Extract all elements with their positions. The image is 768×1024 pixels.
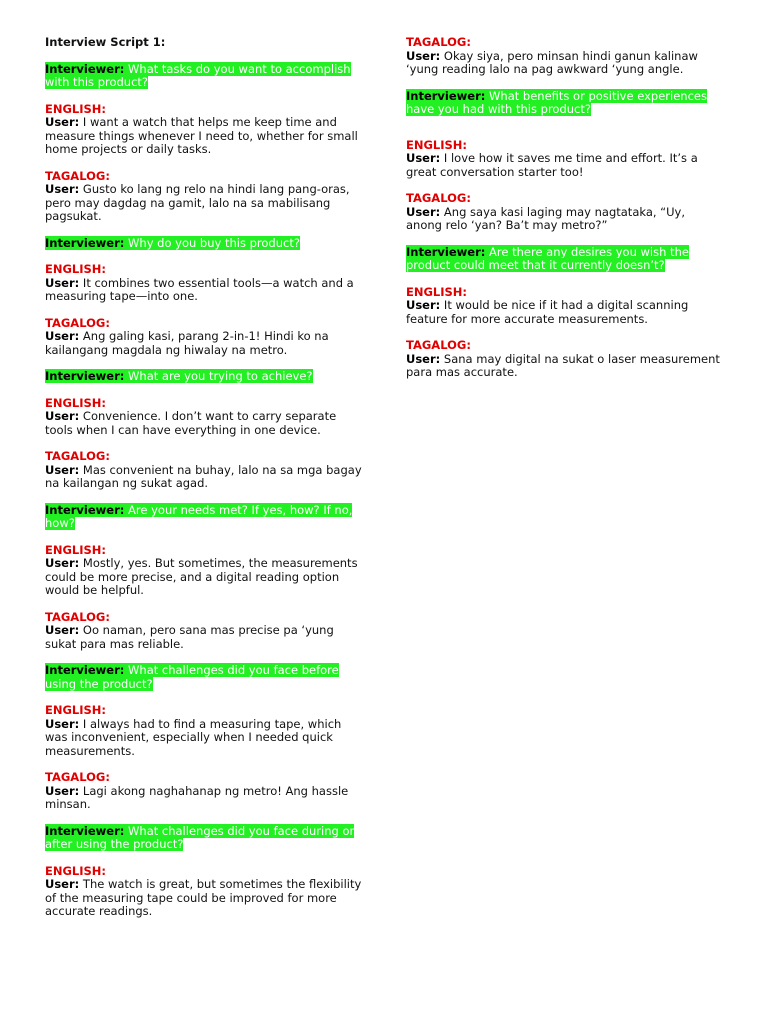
question-text: What tasks do you want to accomplish with this product?	[45, 61, 351, 89]
english-answer	[45, 397, 365, 438]
question-text: What benefits or positive experiences have you had with this product?	[406, 88, 707, 116]
interviewer-question	[406, 90, 724, 117]
answer-text: Oo naman, pero sana mas precise pa ‘yung sukat para mas reliable.	[45, 623, 334, 651]
interviewer-label: Interviewer:	[406, 88, 486, 103]
answer-text: The watch is great, but sometimes the flexibility of the measuring tape could be improved for more accurate readings.	[45, 877, 362, 918]
english-heading: ENGLISH:	[45, 101, 107, 116]
answer-text: Ang saya kasi laging may nagtataka, “Uy, anong relo ‘yan? Ba’t may metro?”	[406, 204, 686, 232]
tagalog-answer	[45, 611, 365, 652]
answer-text: It combines two essential tools—a watch and a measuring tape—into one.	[45, 275, 354, 303]
user-label: User:	[406, 204, 441, 219]
user-label: User:	[45, 275, 80, 290]
tagalog-answer	[45, 317, 365, 358]
tagalog-answer	[45, 450, 365, 491]
interviewer-question	[45, 63, 365, 90]
user-label: User:	[45, 409, 80, 423]
answer-text: Gusto ko lang ng relo na hindi lang pang-oras, pero may dagdag na gamit, lalo na sa mabilisang pagsukat.	[45, 182, 350, 223]
tagalog-answer	[406, 192, 724, 233]
interviewer-label: Interviewer:	[45, 235, 125, 250]
answer-text: Sana may digital na sukat o laser measurement para mas accurate.	[406, 351, 720, 379]
tagalog-heading: TAGALOG:	[45, 609, 110, 624]
interviewer-question	[45, 664, 365, 691]
tagalog-answer	[45, 771, 365, 812]
english-heading: ENGLISH:	[45, 703, 107, 717]
user-label: User:	[45, 783, 80, 798]
question-text: What challenges did you face during or after using the product?	[45, 823, 355, 851]
tagalog-heading: TAGALOG:	[406, 35, 471, 49]
tagalog-heading: TAGALOG:	[45, 168, 110, 183]
left-column	[45, 36, 365, 932]
question-text: What challenges did you face before using the product?	[45, 663, 339, 691]
english-answer	[45, 544, 365, 598]
english-answer	[45, 865, 365, 919]
interviewer-label: Interviewer:	[406, 244, 486, 259]
english-heading: ENGLISH:	[406, 284, 468, 299]
tagalog-answer	[45, 170, 365, 224]
english-heading: ENGLISH:	[406, 137, 468, 152]
user-label: User:	[406, 351, 441, 366]
interviewer-label: Interviewer:	[45, 61, 125, 76]
tagalog-heading: TAGALOG:	[45, 315, 110, 330]
interviewer-label: Interviewer:	[45, 502, 125, 517]
user-label: User:	[406, 48, 441, 63]
user-label: User:	[45, 877, 80, 891]
english-heading: ENGLISH:	[45, 262, 107, 276]
user-label: User:	[45, 462, 80, 477]
right-column	[406, 36, 724, 393]
user-label: User:	[406, 151, 441, 165]
answer-text: Mostly, yes. But sometimes, the measurements could be more precise, and a digital reading option would be helpful.	[45, 556, 358, 597]
user-label: User:	[45, 716, 80, 731]
answer-text: It would be nice if it had a digital scanning feature for more accurate measurements.	[406, 298, 689, 326]
question-text: Are there any desires you wish the product could meet that it currently doesn’t?	[406, 244, 689, 272]
tagalog-answer	[406, 36, 724, 77]
answer-text: I love how it saves me time and effort. It’s a great conversation starter too!	[406, 151, 698, 179]
interviewer-question	[45, 237, 365, 251]
english-heading: ENGLISH:	[45, 863, 107, 878]
interviewer-question	[45, 370, 365, 384]
tagalog-heading: TAGALOG:	[406, 338, 471, 352]
interviewer-label: Interviewer:	[45, 823, 125, 838]
english-answer	[45, 263, 365, 304]
tagalog-heading: TAGALOG:	[406, 191, 471, 205]
answer-text: Convenience. I don’t want to carry separate tools when I can have everything in one device.	[45, 409, 337, 437]
user-label: User:	[406, 298, 441, 312]
user-label: User:	[45, 623, 80, 637]
question-text: Why do you buy this product?	[128, 235, 300, 250]
question-text: What are you trying to achieve?	[128, 369, 313, 383]
interviewer-question	[45, 504, 365, 531]
english-answer	[45, 103, 365, 157]
answer-text: I want a watch that helps me keep time and measure things whenever I need to, whether for small home projects or daily tasks.	[45, 115, 358, 156]
tagalog-heading: TAGALOG:	[45, 449, 110, 463]
document-title: Interview Script 1:	[45, 35, 166, 49]
english-answer	[45, 704, 365, 758]
answer-text: Okay siya, pero minsan hindi ganun kalinaw ‘yung reading lalo na pag awkward ‘yung angle.	[406, 48, 698, 76]
english-heading: ENGLISH:	[45, 395, 107, 410]
user-label: User:	[45, 329, 80, 343]
interviewer-question	[406, 246, 724, 273]
user-label: User:	[45, 182, 80, 196]
answer-text: Lagi akong naghahanap ng metro! Ang hassle minsan.	[45, 783, 349, 811]
tagalog-heading: TAGALOG:	[45, 770, 110, 784]
answer-text: Mas convenient na buhay, lalo na sa mga bagay na kailangan ng sukat agad.	[45, 462, 362, 490]
english-answer	[406, 139, 724, 180]
english-answer	[406, 286, 724, 327]
english-heading: ENGLISH:	[45, 542, 107, 557]
interviewer-question	[45, 825, 365, 852]
question-text: Are your needs met? If yes, how? If no, how?	[45, 502, 353, 530]
tagalog-answer	[406, 339, 724, 380]
interviewer-label: Interviewer:	[45, 369, 125, 383]
interviewer-label: Interviewer:	[45, 663, 125, 677]
answer-text: I always had to find a measuring tape, which was inconvenient, especially when I needed quick measurements.	[45, 716, 342, 758]
user-label: User:	[45, 115, 80, 129]
answer-text: Ang galing kasi, parang 2-in-1! Hindi ko na kailangang magdala ng hiwalay na metro.	[45, 329, 329, 357]
user-label: User:	[45, 556, 80, 570]
